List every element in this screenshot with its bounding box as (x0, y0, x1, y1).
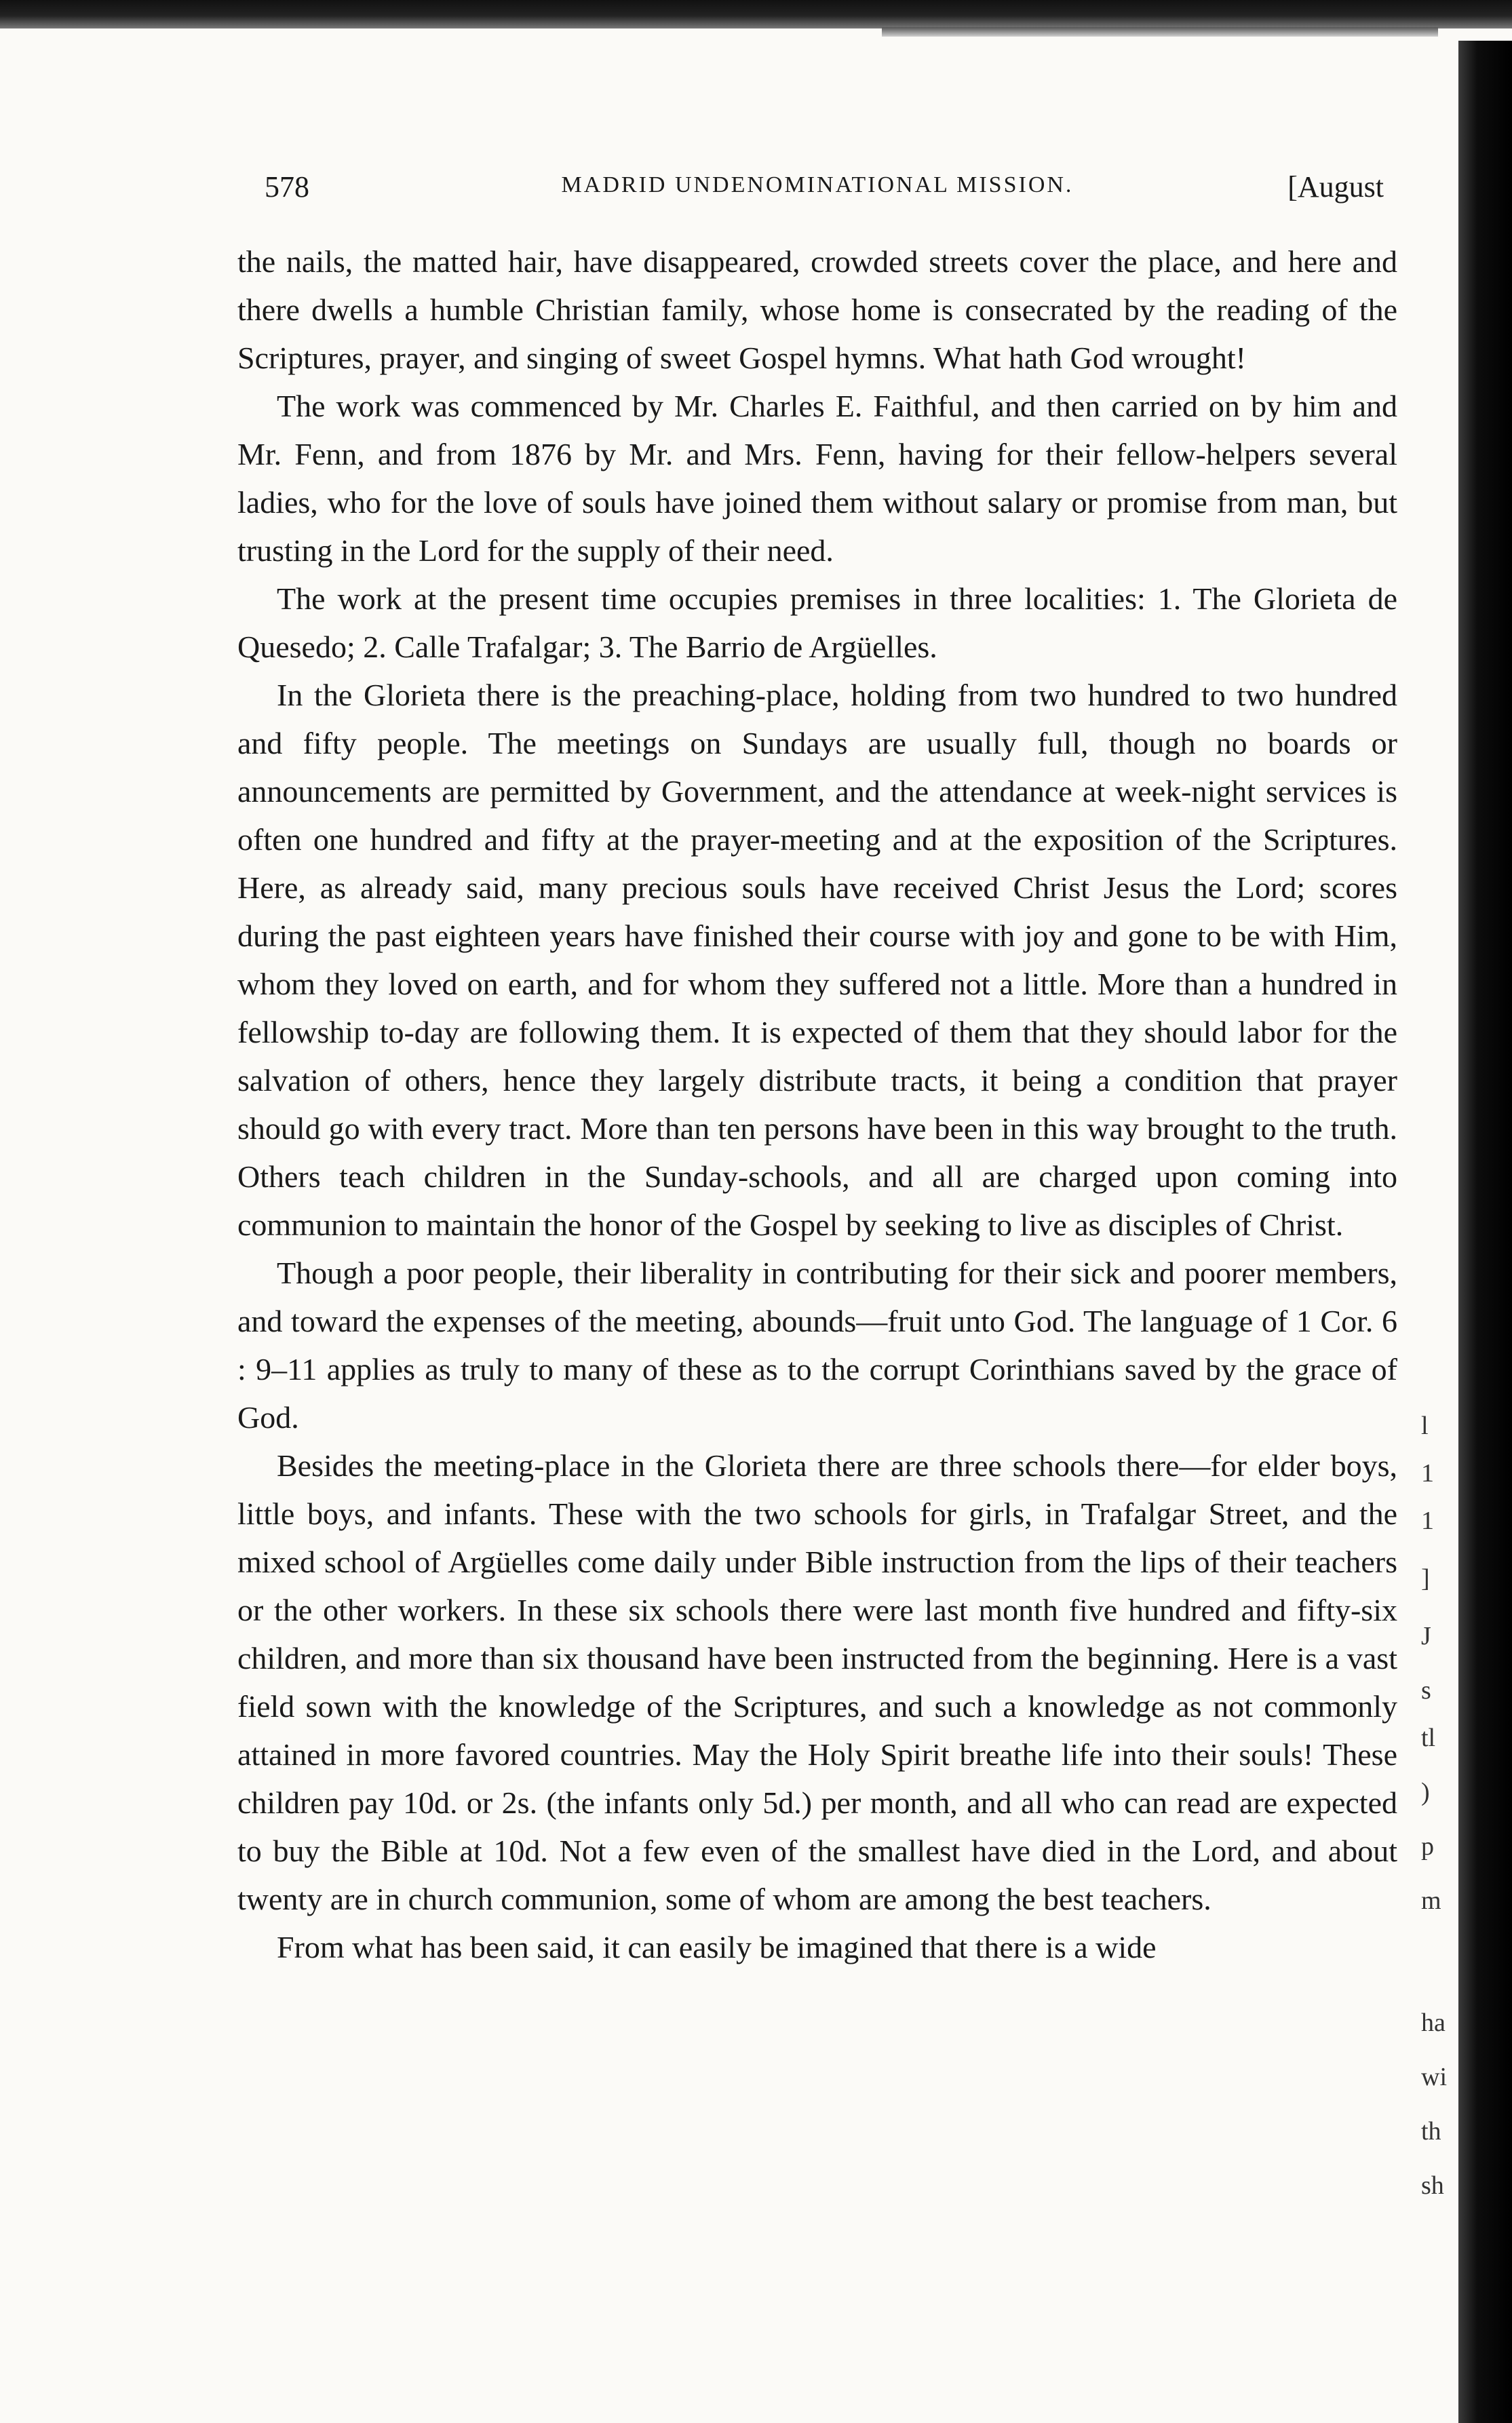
margin-fragment: ] (1421, 1564, 1430, 1593)
margin-fragment: m (1421, 1886, 1441, 1915)
book-spine-shadow (1458, 41, 1512, 2423)
margin-fragment: p (1421, 1832, 1434, 1861)
running-title: MADRID UNDENOMINATIONAL MISSION. (561, 172, 1074, 197)
body-text (237, 237, 1397, 1971)
paragraph: From what has been said, it can easily be imagined that there is a wide (277, 1930, 1157, 1964)
margin-fragment: J (1421, 1622, 1431, 1650)
margin-fragment: sh (1421, 2171, 1444, 2200)
running-date: [August (1287, 170, 1384, 203)
paragraph: Besides the meeting-place in the Glorieta there are three schools there—for elder boys, little boys, and infants. These with the two schools for girls, in Trafalgar Street, and the mixed school of Argüelles come daily under Bible instruction from the lips of their teachers or the other workers. In these six schools there were last month five hundred and fifty-six children, and more than six thousand have been instructed from the beginning. Here is a vast field sown with the knowledge of the Scriptures, and such a knowledge as not commonly attained in more favored countries. May the Holy Spirit breathe life into their souls! These children pay 10d. or 2s. (the infants only 5d.) per month, and all who can read are expected to buy the Bible at 10d. Not a few even of the smallest have died in the Lord, and about twenty are in church communion, some of whom are among the best teachers. (237, 1448, 1397, 1916)
running-header (237, 156, 1397, 217)
page-number: 578 (265, 170, 309, 203)
paragraph: the nails, the matted hair, have disappeared, crowded streets cover the place, and here and there dwells a humble Christian family, whose home is consecrated by the reading of the Scriptures, prayer, and singing of sweet Gospel hymns. What hath God wrought! (237, 244, 1397, 375)
paragraph: The work was commenced by Mr. Charles E. Faithful, and then carried on by him and Mr. Fenn, and from 1876 by Mr. and Mrs. Fenn, having for their fellow-helpers several ladies, who for the love of souls have joined them without salary or promise from man, but trusting in the Lord for the supply of their need. (237, 389, 1397, 568)
scan-top-edge (0, 0, 1512, 28)
margin-fragment: 1 (1421, 1507, 1434, 1535)
margin-fragment: wi (1421, 2063, 1447, 2091)
margin-fragment: s (1421, 1676, 1431, 1705)
paragraph: Though a poor people, their liberality in contributing for their sick and poorer members, and toward the expenses of the meeting, abounds—fruit unto God. The language of 1 Cor. 6 : 9–11 applies as truly to many of these as to the corrupt Corinthians saved by the grace of God. (237, 1256, 1397, 1435)
margin-fragment: ha (1421, 2009, 1446, 2037)
margin-fragment: tl (1421, 1724, 1436, 1752)
book-page (237, 156, 1397, 1971)
facing-page-margin-fragments (1421, 1411, 1455, 2361)
margin-fragment: ) (1421, 1778, 1430, 1806)
margin-fragment: l (1421, 1412, 1429, 1440)
paragraph: In the Glorieta there is the preaching-place, holding from two hundred to two hundred and fifty people. The meetings on Sundays are usually full, though no boards or announcements are permitted by Government, and the attendance at week-night services is often one hundred and fifty at the prayer-meeting and at the exposition of the Scriptures. Here, as already said, many precious souls have received Christ Jesus the Lord; scores during the past eighteen years have finished their course with joy and gone to be with Him, whom they loved on earth, and for whom they suffered not a little. More than a hundred in fellowship to-day are following them. It is expected of them that they should labor for the salvation of others, hence they largely distribute tracts, it being a condition that prayer should go with every tract. More than ten persons have been in this way brought to the truth. Others teach children in the Sunday-schools, and all are charged upon coming into communion to maintain the honor of the Gospel by seeking to live as disciples of Christ. (237, 678, 1397, 1242)
margin-fragment: th (1421, 2117, 1441, 2146)
paragraph: The work at the present time occupies premises in three localities: 1. The Glorieta de Quesedo; 2. Calle Trafalgar; 3. The Barrio de Argüelles. (237, 581, 1397, 664)
scan-top-edge-shadow (882, 27, 1438, 37)
margin-fragment: 1 (1421, 1459, 1434, 1488)
